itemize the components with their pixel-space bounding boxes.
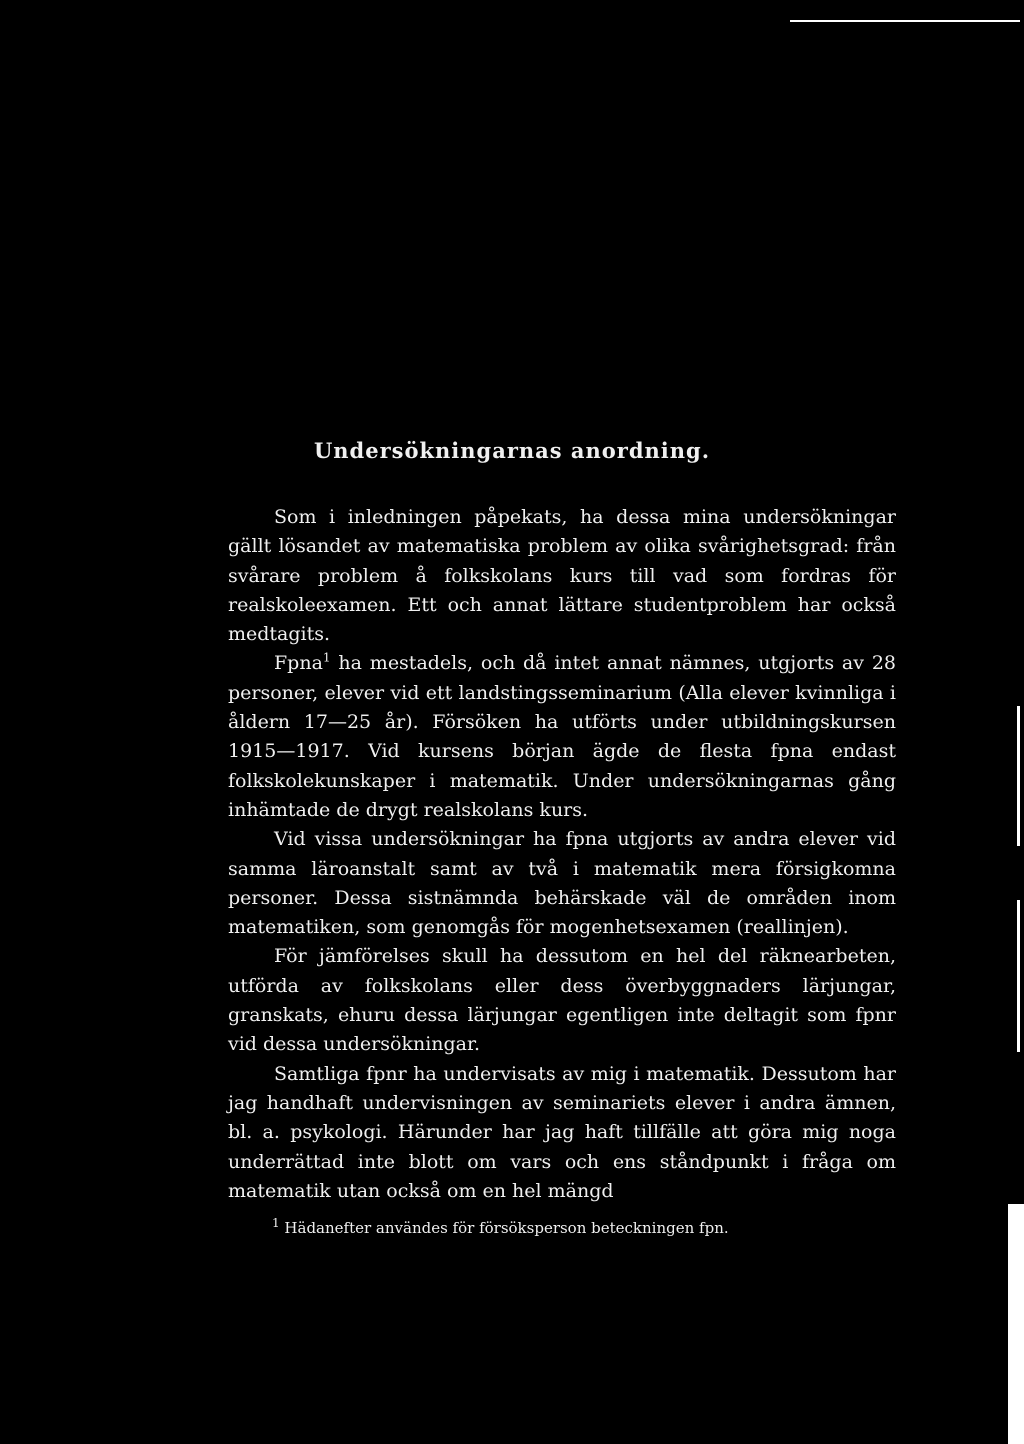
paragraph-rest: ha mestadels, och då intet annat nämnes, utgjorts av 28 personer, elever vid ett landstingsseminarium (Alla elever kvinnliga i åldern 17—25 år). Försöken ha utförts under utbildningskursen 1915—1917. Vid kursens början ägde de flesta fpna endast folkskolekunskaper i matematik. Under undersökningarnas gång inhämtade de drygt realskolans kurs.	[228, 652, 896, 821]
paragraph: Vid vissa undersökningar ha fpna utgjorts av andra elever vid samma läroanstalt samt av två i matematik mera försigkomna personer. Dessa sistnämnda behärskade väl de områden inom matematiken, som genomgås för mogenhetsexamen (reallinjen).	[228, 828, 896, 939]
top-rule	[790, 20, 1020, 22]
paragraph: Samtliga fpnr ha undervisats av mig i matematik. Dessutom har jag handhaft undervisningen av seminariets elever i andra ämnen, bl. a. psykologi. Härunder har jag haft tillfälle att göra mig noga underrättad inte blott om vars och ens ståndpunkt i fråga om matematik utan också om en hel mängd	[228, 1062, 896, 1202]
scan-edge-mark	[1017, 900, 1020, 1052]
footnote-marker: 1	[272, 1216, 280, 1230]
page-heading: Undersökningarnas anordning.	[313, 438, 711, 463]
footnote	[272, 1218, 892, 1238]
footnote-text: Hädanefter användes för försöksperson beteckningen fpn.	[284, 1219, 729, 1237]
paragraph-lead: Fpna	[274, 652, 323, 675]
scan-edge-mark	[1008, 1204, 1024, 1444]
paragraph	[228, 649, 896, 825]
scan-edge-mark	[1017, 706, 1020, 846]
paragraph: För jämförelses skull ha dessutom en hel del räknearbeten, utförda av folkskolans eller dess överbyggnaders lärjungar, granskats, ehuru dessa lärjungar egentligen inte deltagit som fpnr vid dessa undersökningar.	[228, 945, 896, 1056]
body-text	[228, 503, 896, 1206]
footnote-ref: 1	[322, 651, 331, 666]
paragraph: Som i inledningen påpekats, ha dessa mina undersökningar gällt lösandet av matematiska problem av olika svårighetsgrad: från svårare problem å folkskolans kurs till vad som fordras för realskoleexamen. Ett och annat lättare studentproblem har också medtagits.	[228, 506, 896, 646]
